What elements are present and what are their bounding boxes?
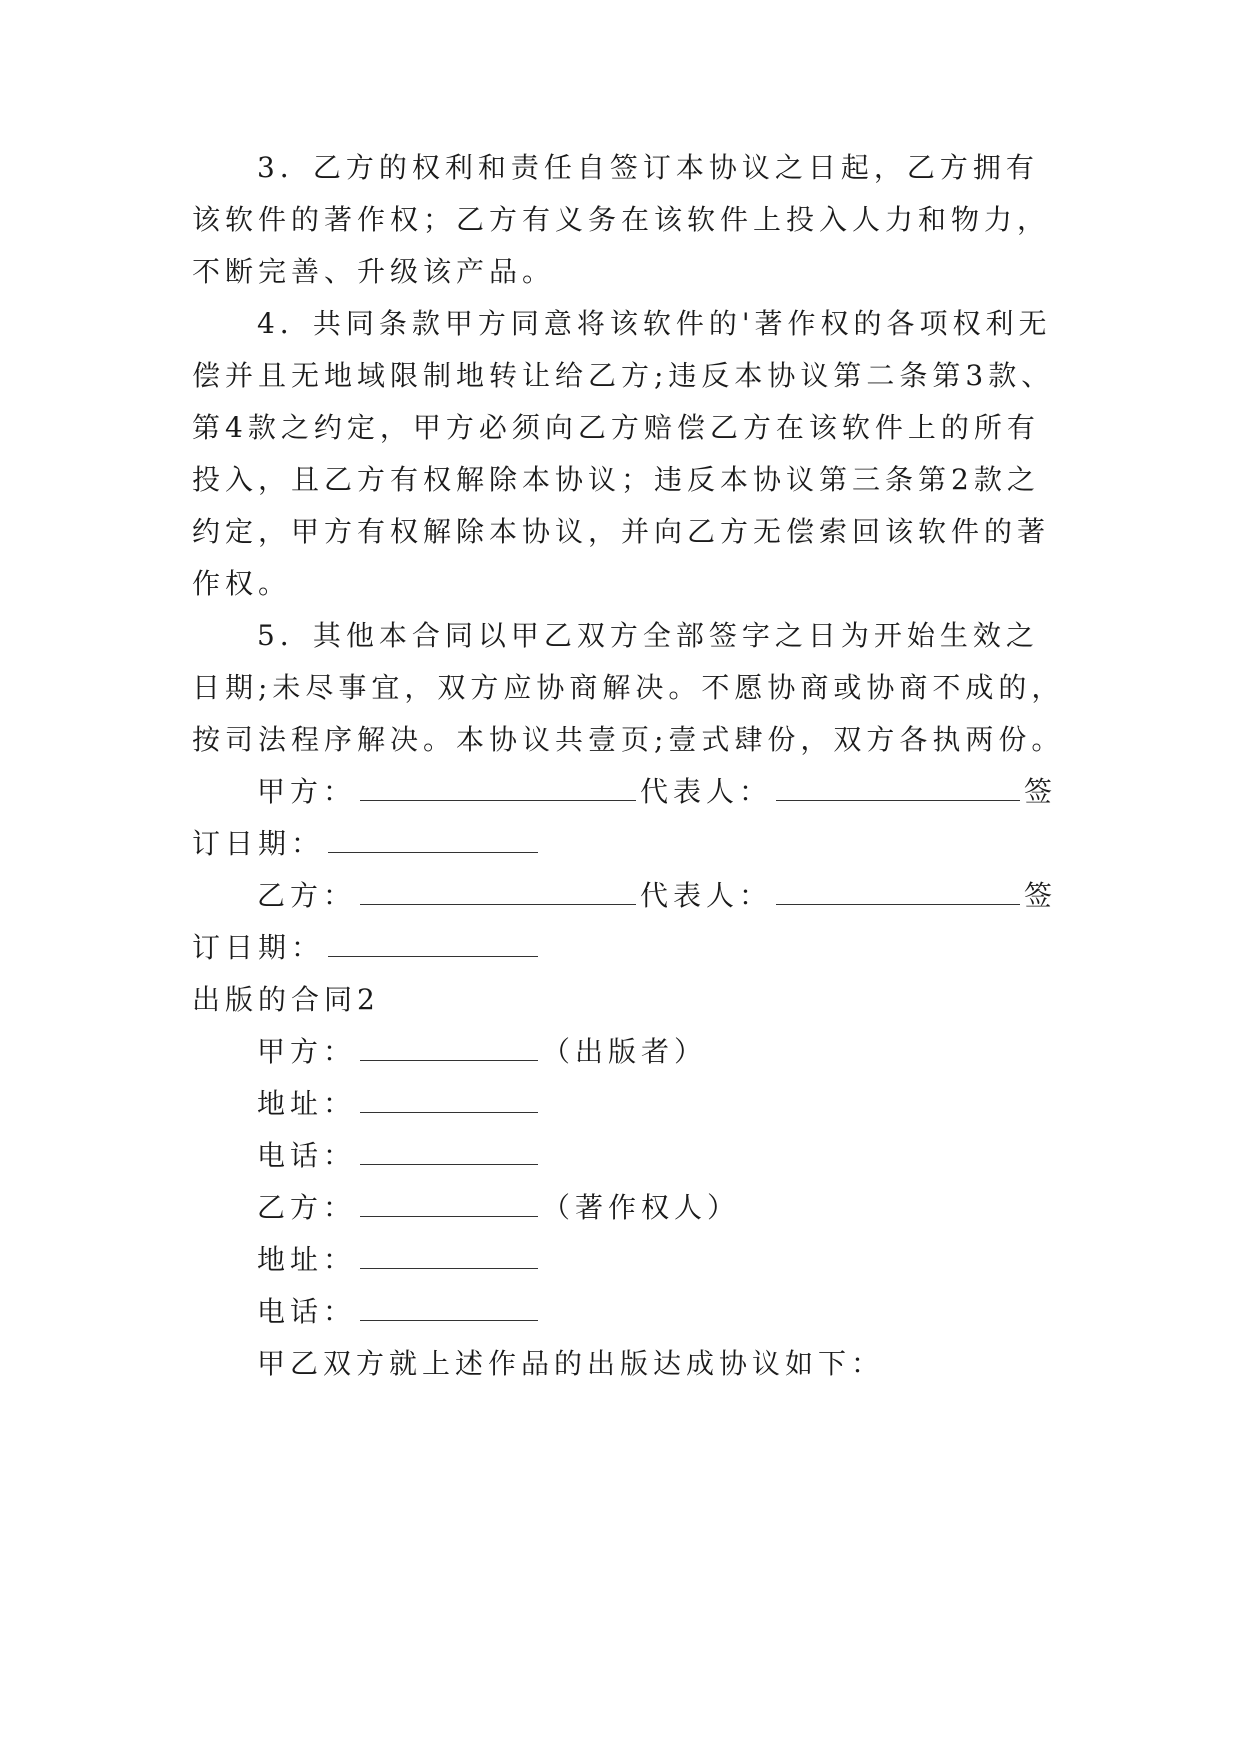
party-b-label: 乙方： [257, 879, 357, 912]
contract2-party-b-row [257, 1190, 740, 1226]
party-b-rep-label: 代表人： [640, 879, 773, 912]
contract2-party-a-address-row [257, 1086, 542, 1122]
section4-line-1: 4．共同条款甲方同意将该软件的'著作权的各项权利无 [257, 307, 1052, 340]
contract2-party-a-label: 甲方： [257, 1035, 357, 1068]
section5-line-2: 日期;未尽事宜，双方应协商解决。不愿协商或协商不成的， [192, 671, 1065, 704]
party-a-date-label: 订日期： [192, 827, 325, 860]
contract2-party-a-phone-label: 电话： [257, 1139, 357, 1172]
contract2-agreement-intro: 甲乙双方就上述作品的出版达成协议如下： [257, 1347, 885, 1380]
contract2-party-a-phone-row [257, 1138, 542, 1174]
party-a-date-blank[interactable] [328, 826, 538, 853]
contract2-title: 出版的合同2 [192, 983, 380, 1016]
party-b-rep-blank[interactable] [776, 878, 1020, 905]
section5-line-1: 5．其他本合同以甲乙双方全部签字之日为开始生效之 [257, 619, 1039, 652]
section3-line-1: 3．乙方的权利和责任自签订本协议之日起，乙方拥有 [257, 151, 1039, 184]
party-a-name-blank[interactable] [360, 774, 636, 801]
party-a-rep-blank[interactable] [776, 774, 1020, 801]
party-a-date-row [192, 826, 542, 862]
contract2-party-a-blank[interactable] [360, 1034, 538, 1061]
contract2-party-a-address-label: 地址： [257, 1087, 357, 1120]
section4-line-3: 第4款之约定，甲方必须向乙方赔偿乙方在该软件上的所有 [192, 411, 1040, 444]
contract2-party-b-label: 乙方： [257, 1191, 357, 1224]
party-b-date-row [192, 930, 542, 966]
contract2-party-b-blank[interactable] [360, 1190, 538, 1217]
party-a-label: 甲方： [257, 775, 357, 808]
section3-line-3: 不断完善、升级该产品。 [192, 255, 556, 288]
contract2-party-a-row [257, 1034, 707, 1070]
section4-line-5: 约定，甲方有权解除本协议，并向乙方无偿索回该软件的著 [192, 515, 1051, 548]
section5-line-3: 按司法程序解决。本协议共壹页;壹式肆份，双方各执两份。 [192, 723, 1065, 756]
contract2-party-b-role: （著作权人） [542, 1191, 741, 1224]
contract2-party-b-phone-blank[interactable] [360, 1294, 538, 1321]
section4-line-6: 作权。 [192, 567, 292, 600]
party-a-signature-row [257, 774, 1057, 810]
party-a-rep-label: 代表人： [640, 775, 773, 808]
party-b-name-blank[interactable] [360, 878, 636, 905]
party-b-sign-prefix: 签 [1024, 879, 1058, 912]
contract2-party-a-role: （出版者） [542, 1035, 708, 1068]
party-a-sign-prefix: 签 [1024, 775, 1058, 808]
contract2-party-a-phone-blank[interactable] [360, 1138, 538, 1165]
contract2-party-a-address-blank[interactable] [360, 1086, 538, 1113]
party-b-date-label: 订日期： [192, 931, 325, 964]
contract2-party-b-phone-label: 电话： [257, 1295, 357, 1328]
section4-line-4: 投入，且乙方有权解除本协议；违反本协议第三条第2款之 [192, 463, 1040, 496]
party-b-signature-row [257, 878, 1057, 914]
contract2-party-b-address-label: 地址： [257, 1243, 357, 1276]
party-b-date-blank[interactable] [328, 930, 538, 957]
contract2-party-b-phone-row [257, 1294, 542, 1330]
contract2-party-b-address-blank[interactable] [360, 1242, 538, 1269]
section4-line-2: 偿并且无地域限制地转让给乙方;违反本协议第二条第3款、 [192, 359, 1055, 392]
contract2-party-b-address-row [257, 1242, 542, 1278]
section3-line-2: 该软件的著作权；乙方有义务在该软件上投入人力和物力， [192, 203, 1051, 236]
